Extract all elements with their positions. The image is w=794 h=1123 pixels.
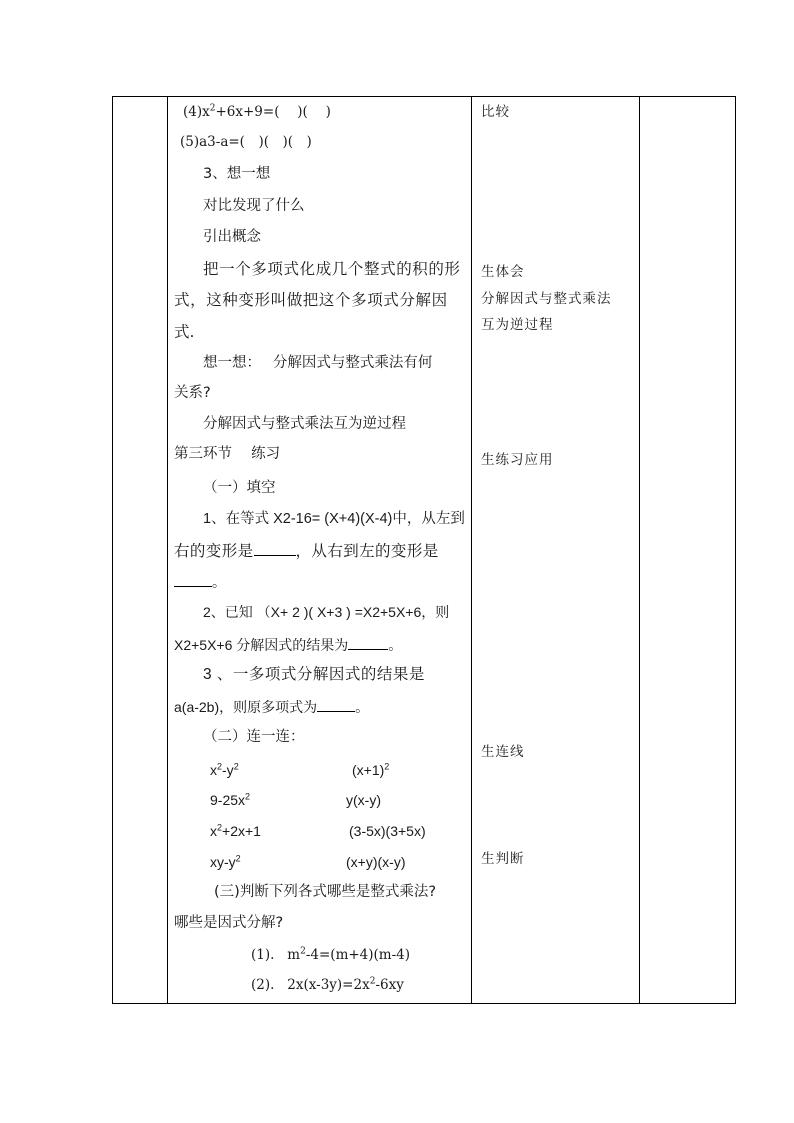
- connect-title: （二）连一连：: [203, 729, 305, 745]
- table-top-border: [112, 96, 736, 97]
- answer-blank[interactable]: [174, 574, 212, 587]
- connect-right-item[interactable]: (3-5x)(3+5x): [349, 823, 426, 839]
- judge-title-line-2: 哪些是因式分解?: [174, 915, 284, 931]
- judge-title-line-1: (三)判断下列各式哪些是整式乘法?: [214, 884, 437, 900]
- fill-question-1-line-2: 右的变形是 ，从右到左的变形是: [174, 543, 439, 560]
- connect-left-item[interactable]: $9-25x^2$: [210, 791, 251, 808]
- answer-blank[interactable]: [348, 637, 388, 650]
- fill-question-2-line-2: X2+5X+6 分解因式的结果为 。: [174, 637, 403, 653]
- fill-question-1-line-3: 。: [174, 574, 226, 589]
- think-question-line-2: 关系?: [174, 385, 211, 401]
- table-right-border: [735, 96, 736, 1004]
- answer-blank[interactable]: [254, 543, 296, 556]
- think-question-line-1: 想一想： 分解因式与整式乘法有何: [203, 355, 433, 371]
- definition-line-3: 式.: [174, 323, 195, 341]
- connect-left-item[interactable]: $x^2+2x+1$: [210, 822, 261, 839]
- exercise-5: (5)a3-a=( )( )( ): [180, 134, 312, 150]
- connect-right-item[interactable]: (x+y)(x-y): [346, 854, 406, 870]
- judge-item-2: (2). $2x(x-3y)=2x^2-6xy$: [251, 976, 404, 993]
- section-title: 第三环节 练习: [174, 446, 281, 462]
- answer-blank[interactable]: [317, 699, 355, 712]
- fill-question-3-line-1: 3 、一多项式分解因式的结果是: [203, 666, 425, 683]
- table-bottom-border: [112, 1003, 736, 1004]
- column-divider-1: [167, 96, 168, 1004]
- connect-left-item[interactable]: $x^2-y^2$: [210, 761, 239, 778]
- column-divider-2: [471, 96, 472, 1004]
- side-inverse-line-1: 分解因式与整式乘法: [481, 291, 612, 307]
- introduce-concept: 引出概念: [203, 229, 261, 245]
- exercise-4: $(4)x^2+6x+9=$( )( ): [183, 103, 331, 120]
- compare-question: 对比发现了什么: [203, 198, 305, 214]
- think-answer: 分解因式与整式乘法互为逆过程: [203, 416, 406, 432]
- side-judge: 生判断: [481, 851, 525, 867]
- connect-left-item[interactable]: $xy-y^2$: [210, 853, 241, 870]
- definition-line-1: 把一个多项式化成几个整式的积的形: [203, 260, 461, 278]
- table-left-border: [112, 96, 113, 1004]
- think-title: 3、想一想: [203, 166, 271, 182]
- side-connect: 生连线: [481, 744, 525, 760]
- connect-right-item[interactable]: $(x+1)^2$: [352, 761, 390, 778]
- side-compare: 比较: [481, 104, 510, 120]
- connect-right-item[interactable]: y(x-y): [346, 792, 381, 808]
- fill-question-2-line-1: 2、已知 （X+ 2 )( X+3 ) =X2+5X+6，则: [203, 604, 450, 620]
- judge-item-1: (1). $m^2-4=(m+4)(m-4)$: [251, 946, 411, 963]
- side-experience: 生体会: [481, 264, 525, 280]
- fill-blank-title: （一）填空: [203, 480, 276, 496]
- side-inverse-line-2: 互为逆过程: [481, 317, 554, 333]
- side-practice: 生练习应用: [481, 452, 554, 468]
- fill-question-1-line-1: 1、在等式 X2-16= (X+4)(X-4)中，从左到: [203, 511, 465, 527]
- fill-question-3-line-2: a(a-2b)，则原多项式为 。: [174, 699, 370, 715]
- column-divider-3: [639, 96, 640, 1004]
- definition-line-2: 式，这种变形叫做把这个多项式分解因: [174, 291, 448, 309]
